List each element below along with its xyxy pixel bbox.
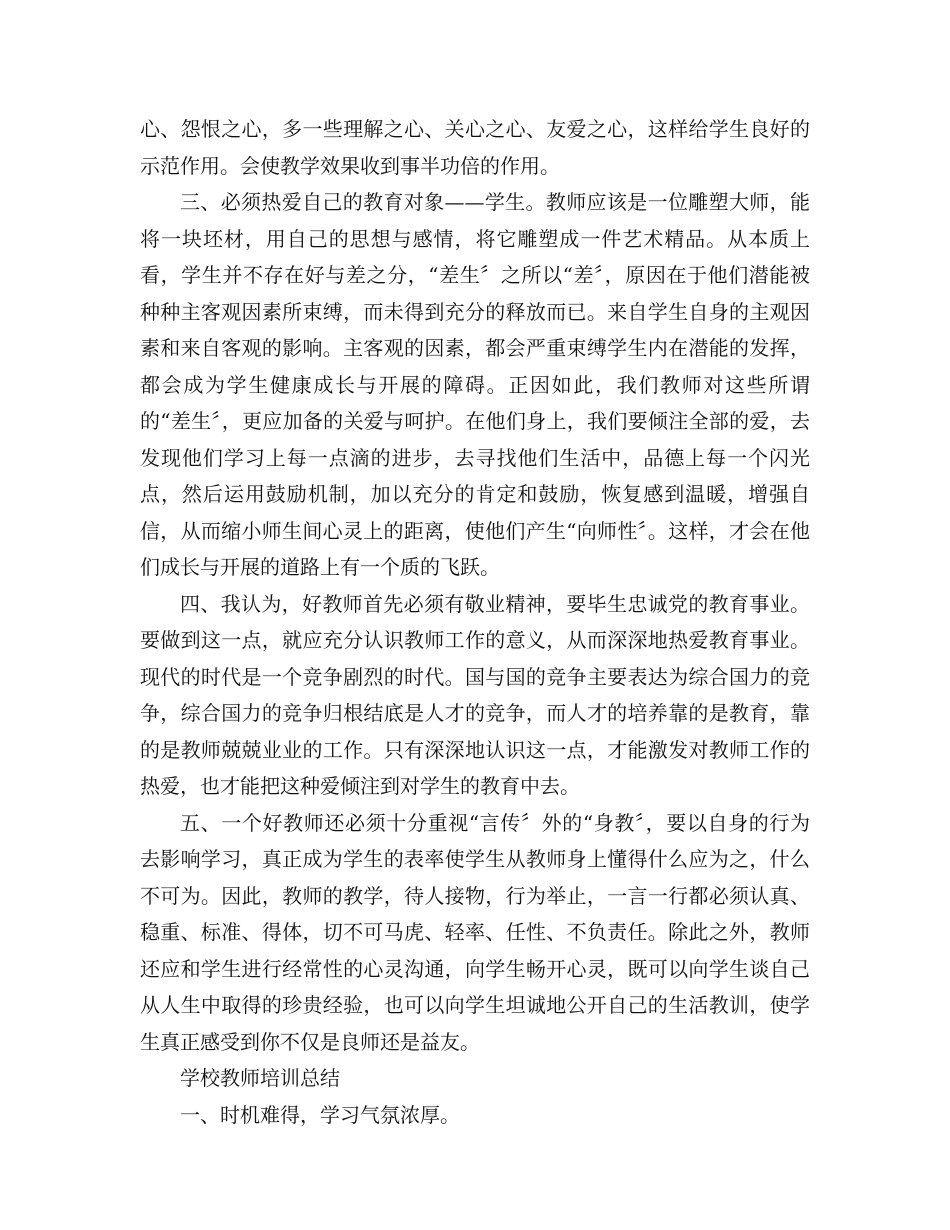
section-subheading: 一、时机难得，学习气氛浓厚。 xyxy=(180,1102,460,1127)
section-title: 学校教师培训总结 xyxy=(180,1066,340,1090)
paragraph-four: 四、我认为，好教师首先必须有敬业精神，要毕生忠诚党的教育事业。要做到这一点，就应充分认识教师工作的意义，从而深深地热爱教育事业。现代的时代是一个竞争剧烈的时代。国与国的竞争主要表达为综合国力的竞争，综合国力的竞争归根结底是人才的竞争，而人才的培养靠的是教育，靠的是教师兢兢业业的工作。只有深深地认识这一点，才能激发对教师工作的热爱，也才能把这种爱倾注到对学生的教育中去。 xyxy=(140,591,810,798)
paragraph-three: 三、必须热爱自己的教育对象——学生。教师应该是一位雕塑大师，能将一块坯材，用自己的思想与感情，将它雕塑成一件艺术精品。从本质上看，学生并不存在好与差之分，“差生〞之所以“差〞，原因在于他们潜能被种种主客观因素所束缚，而未得到充分的释放而已。来自学生自身的主观因素和来自客观的影响。主客观的因素，都会严重束缚学生内在潜能的发挥，都会成为学生健康成长与开展的障碍。正因如此，我们教师对这些所谓的“差生〞，更应加备的关爱与呵护。在他们身上，我们要倾注全部的爱，去发现他们学习上每一点滴的进步，去寻找他们生活中，品德上每一个闪光点，然后运用鼓励机制，加以充分的肯定和鼓励，恢复感到温暖，增强自信，从而缩小师生间心灵上的距离，使他们产生“向师性〞。这样，才会在他们成长与开展的道路上有一个质的飞跃。 xyxy=(140,190,810,579)
paragraph-five: 五、一个好教师还必须十分重视“言传〞外的“身教〞，要以自身的行为去影响学习，真正成为学生的表率使学生从教师身上懂得什么应为之，什么不可为。因此，教师的教学，待人接物，行为举止，一言一行都必须认真、稳重、标准、得体，切不可马虎、轻率、任性、不负责任。除此之外，教师还应和学生进行经常性的心灵沟通，向学生畅开心灵，既可以向学生谈自己从人生中取得的珍贵经验，也可以向学生坦诚地公开自己的生活教训，使学生真正感受到你不仅是良师还是益友。 xyxy=(140,810,810,1054)
paragraph-continuation: 心、怨恨之心，多一些理解之心、关心之心、友爱之心，这样给学生良好的示范作用。会使教学效果收到事半功倍的作用。 xyxy=(140,117,810,178)
document-body xyxy=(140,111,810,1133)
